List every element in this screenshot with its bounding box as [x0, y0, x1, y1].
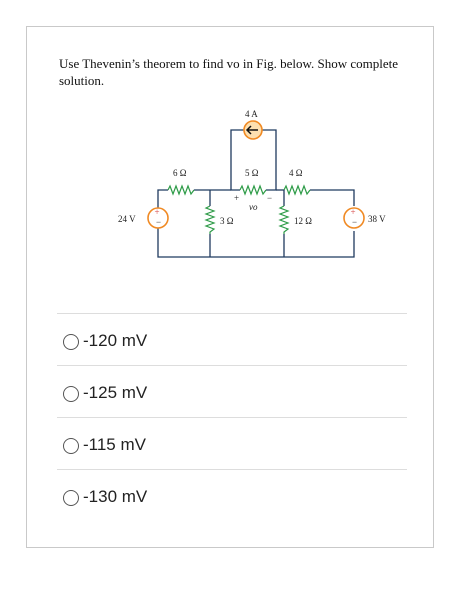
label-24v: 24 V	[118, 214, 136, 224]
option-row[interactable]	[57, 365, 407, 417]
label-r12: 12 Ω	[294, 216, 312, 226]
resistor-4	[284, 186, 310, 194]
vo-minus: −	[267, 193, 273, 203]
radio-button[interactable]	[63, 386, 79, 402]
resistor-5	[240, 186, 266, 194]
resistor-6	[168, 186, 194, 194]
circuit-diagram	[106, 104, 406, 274]
question-text: Use Thevenin’s theorem to find vo in Fig. below. Show complete solution.	[59, 56, 399, 88]
radio-button[interactable]	[63, 334, 79, 350]
label-r3: 3 Ω	[220, 216, 234, 226]
plus-sign-right: +	[350, 207, 356, 217]
radio-button[interactable]	[63, 438, 79, 454]
resistor-3	[206, 206, 214, 234]
option-label[interactable]: -115 mV	[83, 435, 146, 454]
option-row[interactable]	[57, 417, 407, 469]
label-vo: vo	[249, 202, 258, 212]
label-r4: 4 Ω	[289, 168, 303, 178]
label-current: 4 A	[245, 109, 258, 119]
option-label[interactable]: -125 mV	[83, 383, 148, 402]
minus-sign-right: −	[352, 217, 358, 227]
label-r5: 5 Ω	[245, 168, 259, 178]
label-38v: 38 V	[368, 214, 386, 224]
option-label[interactable]: -120 mV	[83, 331, 148, 350]
answer-options	[57, 313, 407, 521]
bottom-wire	[158, 230, 354, 257]
label-r6: 6 Ω	[173, 168, 187, 178]
option-row[interactable]	[57, 469, 407, 521]
minus-sign-left: −	[156, 217, 162, 227]
resistor-12	[280, 206, 288, 234]
radio-button[interactable]	[63, 490, 79, 506]
circuit-figure	[106, 104, 406, 274]
option-label[interactable]: -130 mV	[83, 487, 148, 506]
vo-plus: +	[234, 193, 240, 203]
plus-sign-left: +	[154, 207, 160, 217]
option-row[interactable]	[57, 313, 407, 365]
